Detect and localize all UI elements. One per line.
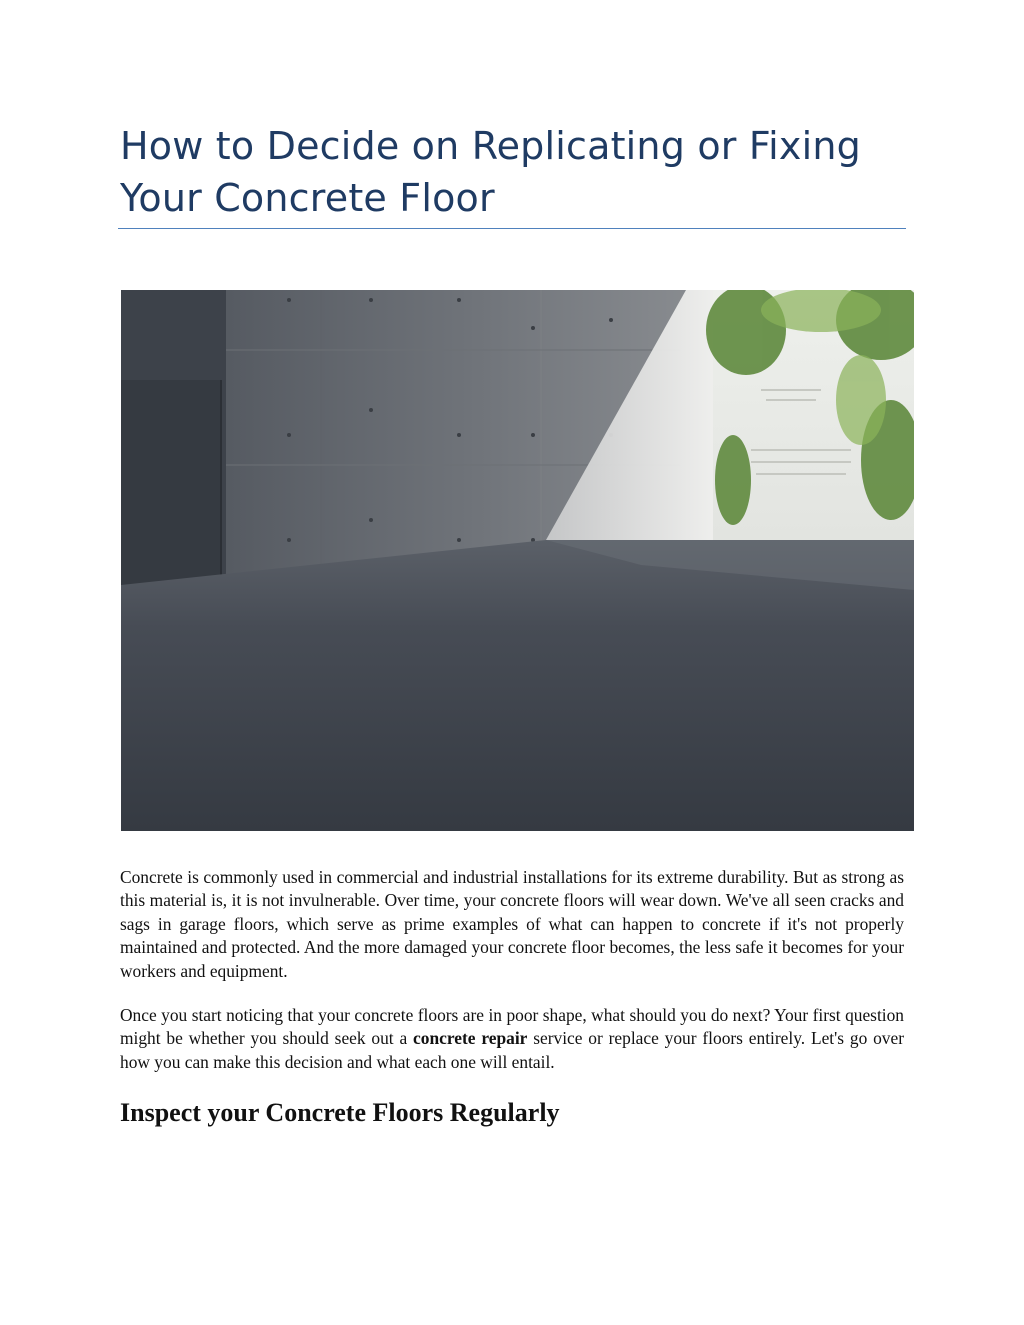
intro-paragraph: Concrete is commonly used in commercial and industrial installations for its extreme durability. But as strong as this material is, it is not invulnerable. Over time, your concrete floors will wear down. We've all seen cracks and sags in garage floors, which serve as prime examples of what can happen to concrete if it's not properly maintained and protected. And the more damaged your concrete floor becomes, the less safe it becomes for your workers and equipment. (120, 867, 904, 981)
concrete-repair-link[interactable]: concrete repair (413, 1028, 528, 1049)
decision-paragraph (120, 1004, 904, 1074)
page-title: How to Decide on Replicating or Fixing Your Concrete Floor (120, 124, 861, 220)
title-divider (118, 228, 906, 229)
section-heading: Inspect your Concrete Floors Regularly (120, 1098, 560, 1127)
paragraph-text-start: Once you start noticing that your concrete floors are in poor shape, what should you do next? Your first question might be whether you should seek out a (120, 1005, 904, 1049)
paragraph-text-end: service or replace your floors entirely. Let's go over how you can make this decision and what each one will entail. (120, 1028, 905, 1072)
concrete-floor-photo (121, 290, 914, 831)
